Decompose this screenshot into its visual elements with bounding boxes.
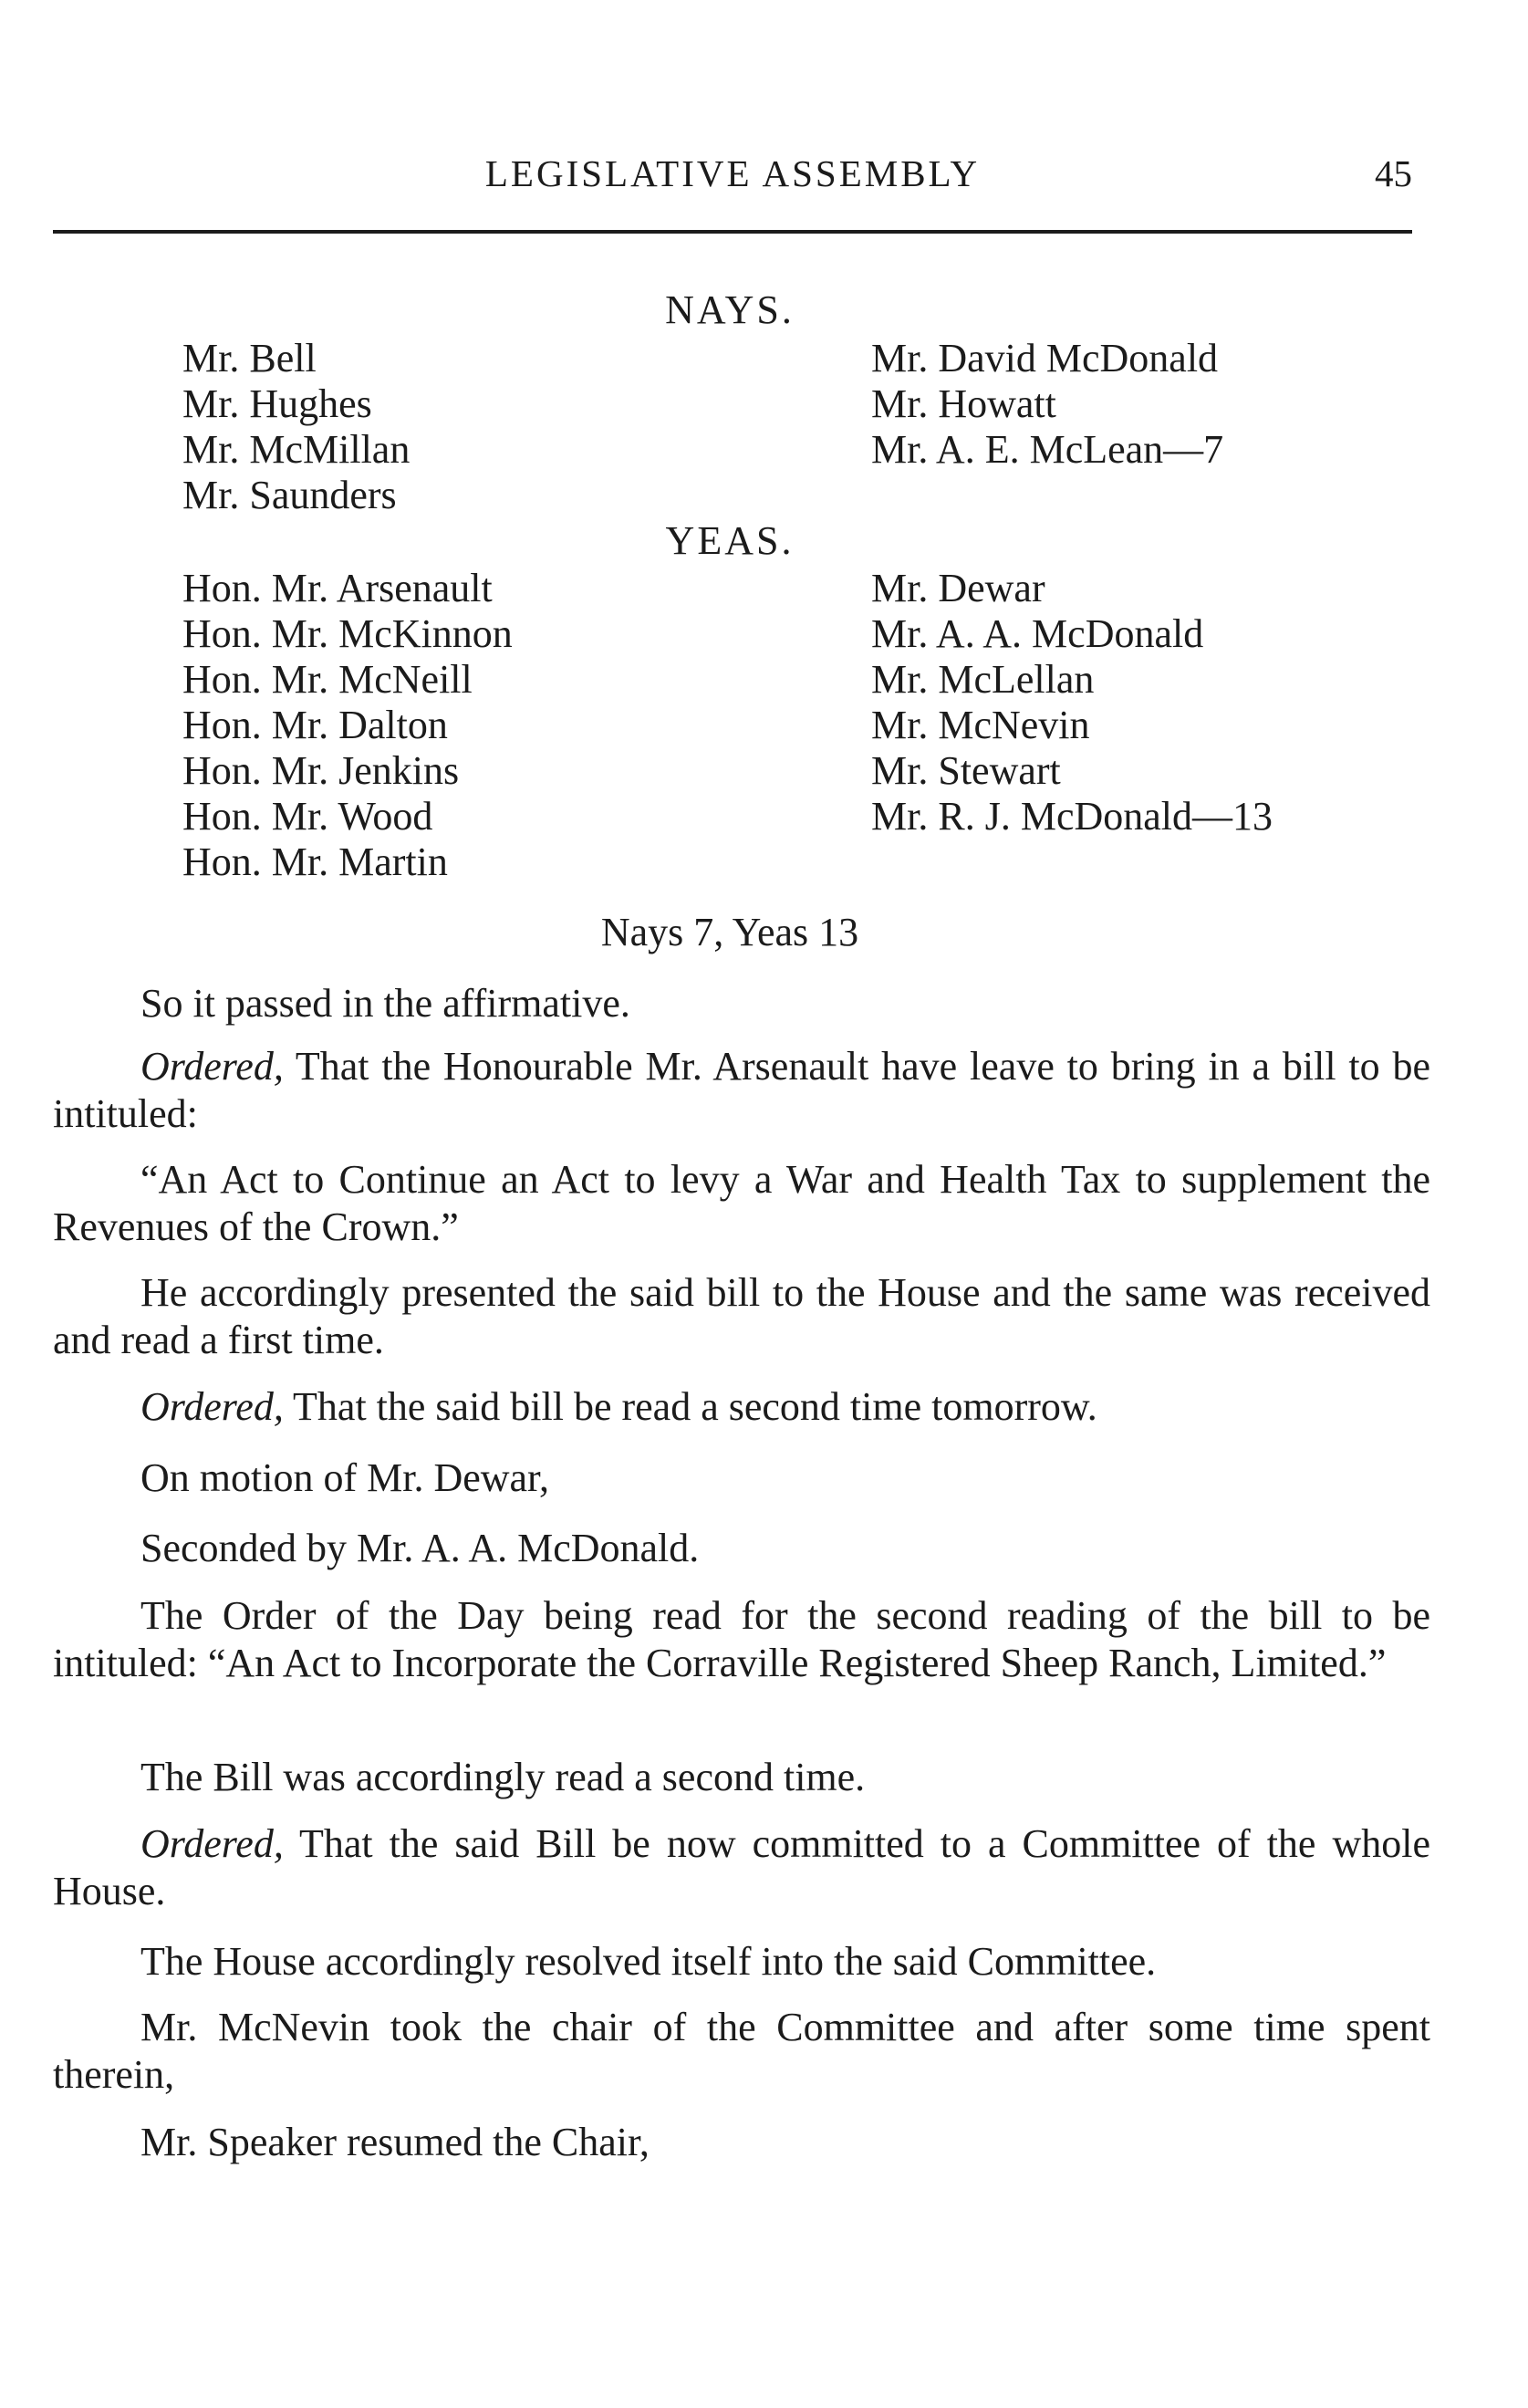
yeas-right-column	[871, 566, 1273, 839]
member-name: Hon. Mr. Arsenault	[182, 566, 493, 610]
paragraph-text: That the Honourable Mr. Arsenault have leave to bring in a bill to be intituled:	[53, 1044, 1430, 1136]
member-name: Mr. McNevin	[871, 703, 1090, 747]
member-name: Mr. Hughes	[182, 381, 372, 426]
vote-tally: Nays 7, Yeas 13	[600, 910, 859, 954]
member-name: Mr. David McDonald	[871, 336, 1219, 380]
member-name: Hon. Mr. McKinnon	[182, 611, 513, 656]
paragraph-text: So it passed in the affirmative.	[140, 981, 630, 1026]
member-name: Mr. R. J. McDonald—13	[871, 794, 1273, 839]
paragraph	[53, 2004, 1430, 2099]
paragraph	[53, 1043, 1430, 1138]
paragraph	[53, 1454, 1430, 1502]
paragraph	[53, 1383, 1430, 1431]
member-name: Mr. A. E. McLean—7	[871, 427, 1224, 472]
paragraph-text: Mr. Speaker resumed the Chair,	[140, 2120, 650, 2164]
running-title: LEGISLATIVE ASSEMBLY	[484, 152, 981, 194]
paragraph-text: “An Act to Continue an Act to levy a War and Health Tax to supplement the Revenues of the Crown.”	[53, 1157, 1430, 1249]
nays-left-column	[182, 336, 410, 518]
member-name: Mr. Howatt	[871, 381, 1056, 426]
member-name: Hon. Mr. Wood	[182, 794, 433, 839]
paragraph-lead: Ordered,	[140, 1821, 284, 1866]
paragraph	[53, 1269, 1430, 1364]
member-name: Mr. A. A. McDonald	[871, 611, 1204, 656]
paragraph-text: The House accordingly resolved itself into the said Committee.	[140, 1939, 1157, 1984]
paragraph-text: Seconded by Mr. A. A. McDonald.	[140, 1526, 700, 1570]
member-name: Mr. Stewart	[871, 748, 1061, 793]
member-name: Hon. Mr. Dalton	[182, 703, 448, 747]
paragraph-lead: Ordered,	[140, 1384, 284, 1429]
member-name: Mr. McLellan	[871, 657, 1095, 702]
nays-right-column	[871, 336, 1223, 473]
paragraph	[53, 1754, 1430, 1801]
paragraph	[53, 1592, 1430, 1687]
member-name: Hon. Mr. McNeill	[182, 657, 473, 702]
paragraph	[53, 1525, 1430, 1572]
running-head	[53, 146, 1412, 201]
paragraph	[53, 1156, 1430, 1251]
paragraph-text: Mr. McNevin took the chair of the Committee and after some time spent therein,	[53, 2005, 1430, 2097]
member-name: Mr. Saunders	[182, 473, 397, 517]
nays-heading: NAYS.	[665, 287, 795, 332]
yeas-heading: YEAS.	[665, 518, 795, 563]
paragraph	[53, 1938, 1430, 1986]
header-rule	[53, 230, 1412, 234]
paragraph	[53, 1820, 1430, 1915]
member-name: Hon. Mr. Jenkins	[182, 748, 460, 793]
paragraph	[53, 2119, 1430, 2166]
paragraph-text: That the said bill be read a second time tomorrow.	[283, 1384, 1097, 1429]
page-number: 45	[1375, 152, 1412, 194]
paragraph-text: He accordingly presented the said bill to the House and the same was received and read a first time.	[53, 1270, 1430, 1362]
member-name: Mr. McMillan	[182, 427, 411, 472]
yeas-left-column	[182, 566, 513, 885]
member-name: Mr. Dewar	[871, 566, 1045, 610]
paragraph-text: That the said Bill be now committed to a Committee of the whole House.	[53, 1821, 1430, 1913]
paragraph-text: The Bill was accordingly read a second time.	[140, 1755, 866, 1799]
paragraph	[53, 980, 1430, 1027]
member-name: Hon. Mr. Martin	[182, 839, 448, 884]
paragraph-text: The Order of the Day being read for the second reading of the bill to be intituled: “An Act to Incorporate the Corraville Registered Sheep Ranch, Limited.”	[53, 1593, 1430, 1685]
member-name: Mr. Bell	[182, 336, 317, 380]
paragraph-text: On motion of Mr. Dewar,	[140, 1455, 549, 1500]
paragraph-lead: Ordered,	[140, 1044, 284, 1089]
